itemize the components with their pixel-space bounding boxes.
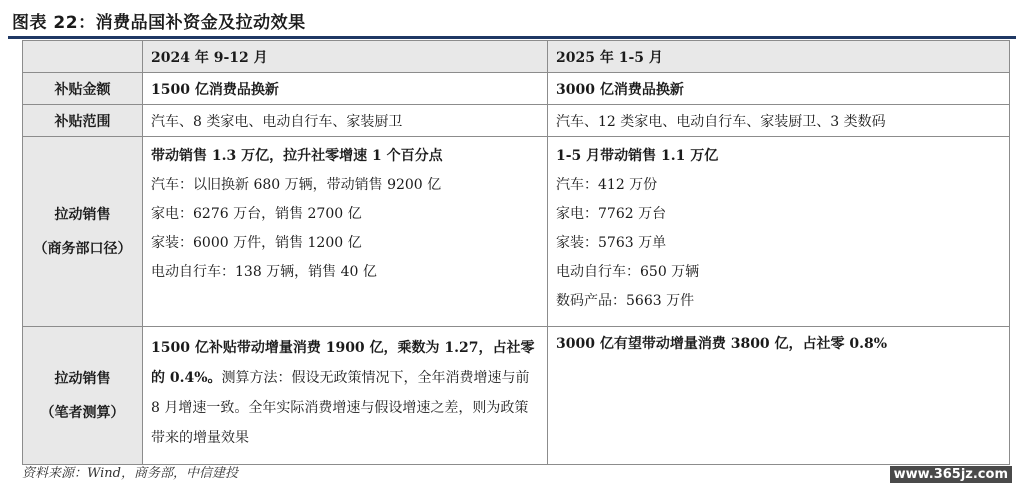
row-label-subsidy-amount: 补贴金额 — [23, 73, 143, 105]
list-item: 带动销售 1.3 万亿，拉升社零增速 1 个百分点 — [151, 148, 443, 164]
row-label-line2: （笔者测算） — [40, 404, 125, 421]
cell-subsidy-scope-2024: 汽车、8 类家电、电动自行车、家装厨卫 — [143, 105, 548, 137]
source-note: 资料来源：Wind，商务部，中信建投 — [22, 466, 238, 481]
list-item: 汽车：412 万份 — [556, 177, 658, 193]
table-row-sales-mofcom — [23, 137, 1010, 327]
list-item: 家电：7762 万台 — [556, 206, 667, 222]
header-2025: 2025 年 1-5 月 — [548, 41, 1010, 73]
list-item: 汽车：以旧换新 680 万辆，带动销售 9200 亿 — [151, 177, 442, 193]
cell-subsidy-amount-2024: 1500 亿消费品换新 — [143, 73, 548, 105]
list-item: 家装：5763 万单 — [556, 235, 667, 251]
header-2024: 2024 年 9-12 月 — [143, 41, 548, 73]
estimate-method-text: 测算方法：假设无政策情况下，全年消费增速与前 8 月增速一致。全年实际消费增速与假设增速之差，则为政策带来的增量效果 — [151, 370, 530, 446]
list-item: 1-5 月带动销售 1.1 万亿 — [556, 148, 719, 164]
list-item: 电动自行车：138 万辆，销售 40 亿 — [151, 264, 377, 280]
subsidy-table — [22, 40, 1010, 465]
cell-sales-mofcom-2024 — [143, 137, 548, 327]
row-label-sales-mofcom — [23, 137, 143, 327]
estimate-paragraph — [151, 333, 539, 453]
estimate-bold-text: 1500 亿补贴带动增量消费 1900 亿，乘数为 1.27，占社零的 0.4%。 — [151, 340, 535, 386]
row-label-subsidy-scope: 补贴范围 — [23, 105, 143, 137]
table-row-sales-estimate — [23, 327, 1010, 465]
cell-subsidy-scope-2025: 汽车、12 类家电、电动自行车、家装厨卫、3 类数码 — [548, 105, 1010, 137]
cell-sales-mofcom-2025 — [548, 137, 1010, 327]
list-item: 家装：6000 万件，销售 1200 亿 — [151, 235, 362, 251]
list-item: 电动自行车：650 万辆 — [556, 264, 700, 280]
table-header-row — [23, 41, 1010, 73]
cell-sales-estimate-2025: 3000 亿有望带动增量消费 3800 亿，占社零 0.8% — [548, 327, 1010, 465]
cell-subsidy-amount-2025: 3000 亿消费品换新 — [548, 73, 1010, 105]
title-divider — [8, 36, 1016, 39]
row-label-line2: （商务部口径） — [33, 240, 132, 257]
list-item: 家电：6276 万台，销售 2700 亿 — [151, 206, 362, 222]
figure-title: 图表 22：消费品国补资金及拉动效果 — [12, 13, 306, 33]
row-label-sales-estimate — [23, 327, 143, 465]
table-row-subsidy-amount — [23, 73, 1010, 105]
cell-sales-estimate-2024 — [143, 327, 548, 465]
list-item: 数码产品：5663 万件 — [556, 293, 695, 309]
row-label-line1: 拉动销售 — [54, 206, 111, 223]
table-row-subsidy-scope — [23, 105, 1010, 137]
row-label-line1: 拉动销售 — [54, 370, 111, 387]
watermark: www.365jz.com — [890, 466, 1012, 483]
header-blank — [23, 41, 143, 73]
